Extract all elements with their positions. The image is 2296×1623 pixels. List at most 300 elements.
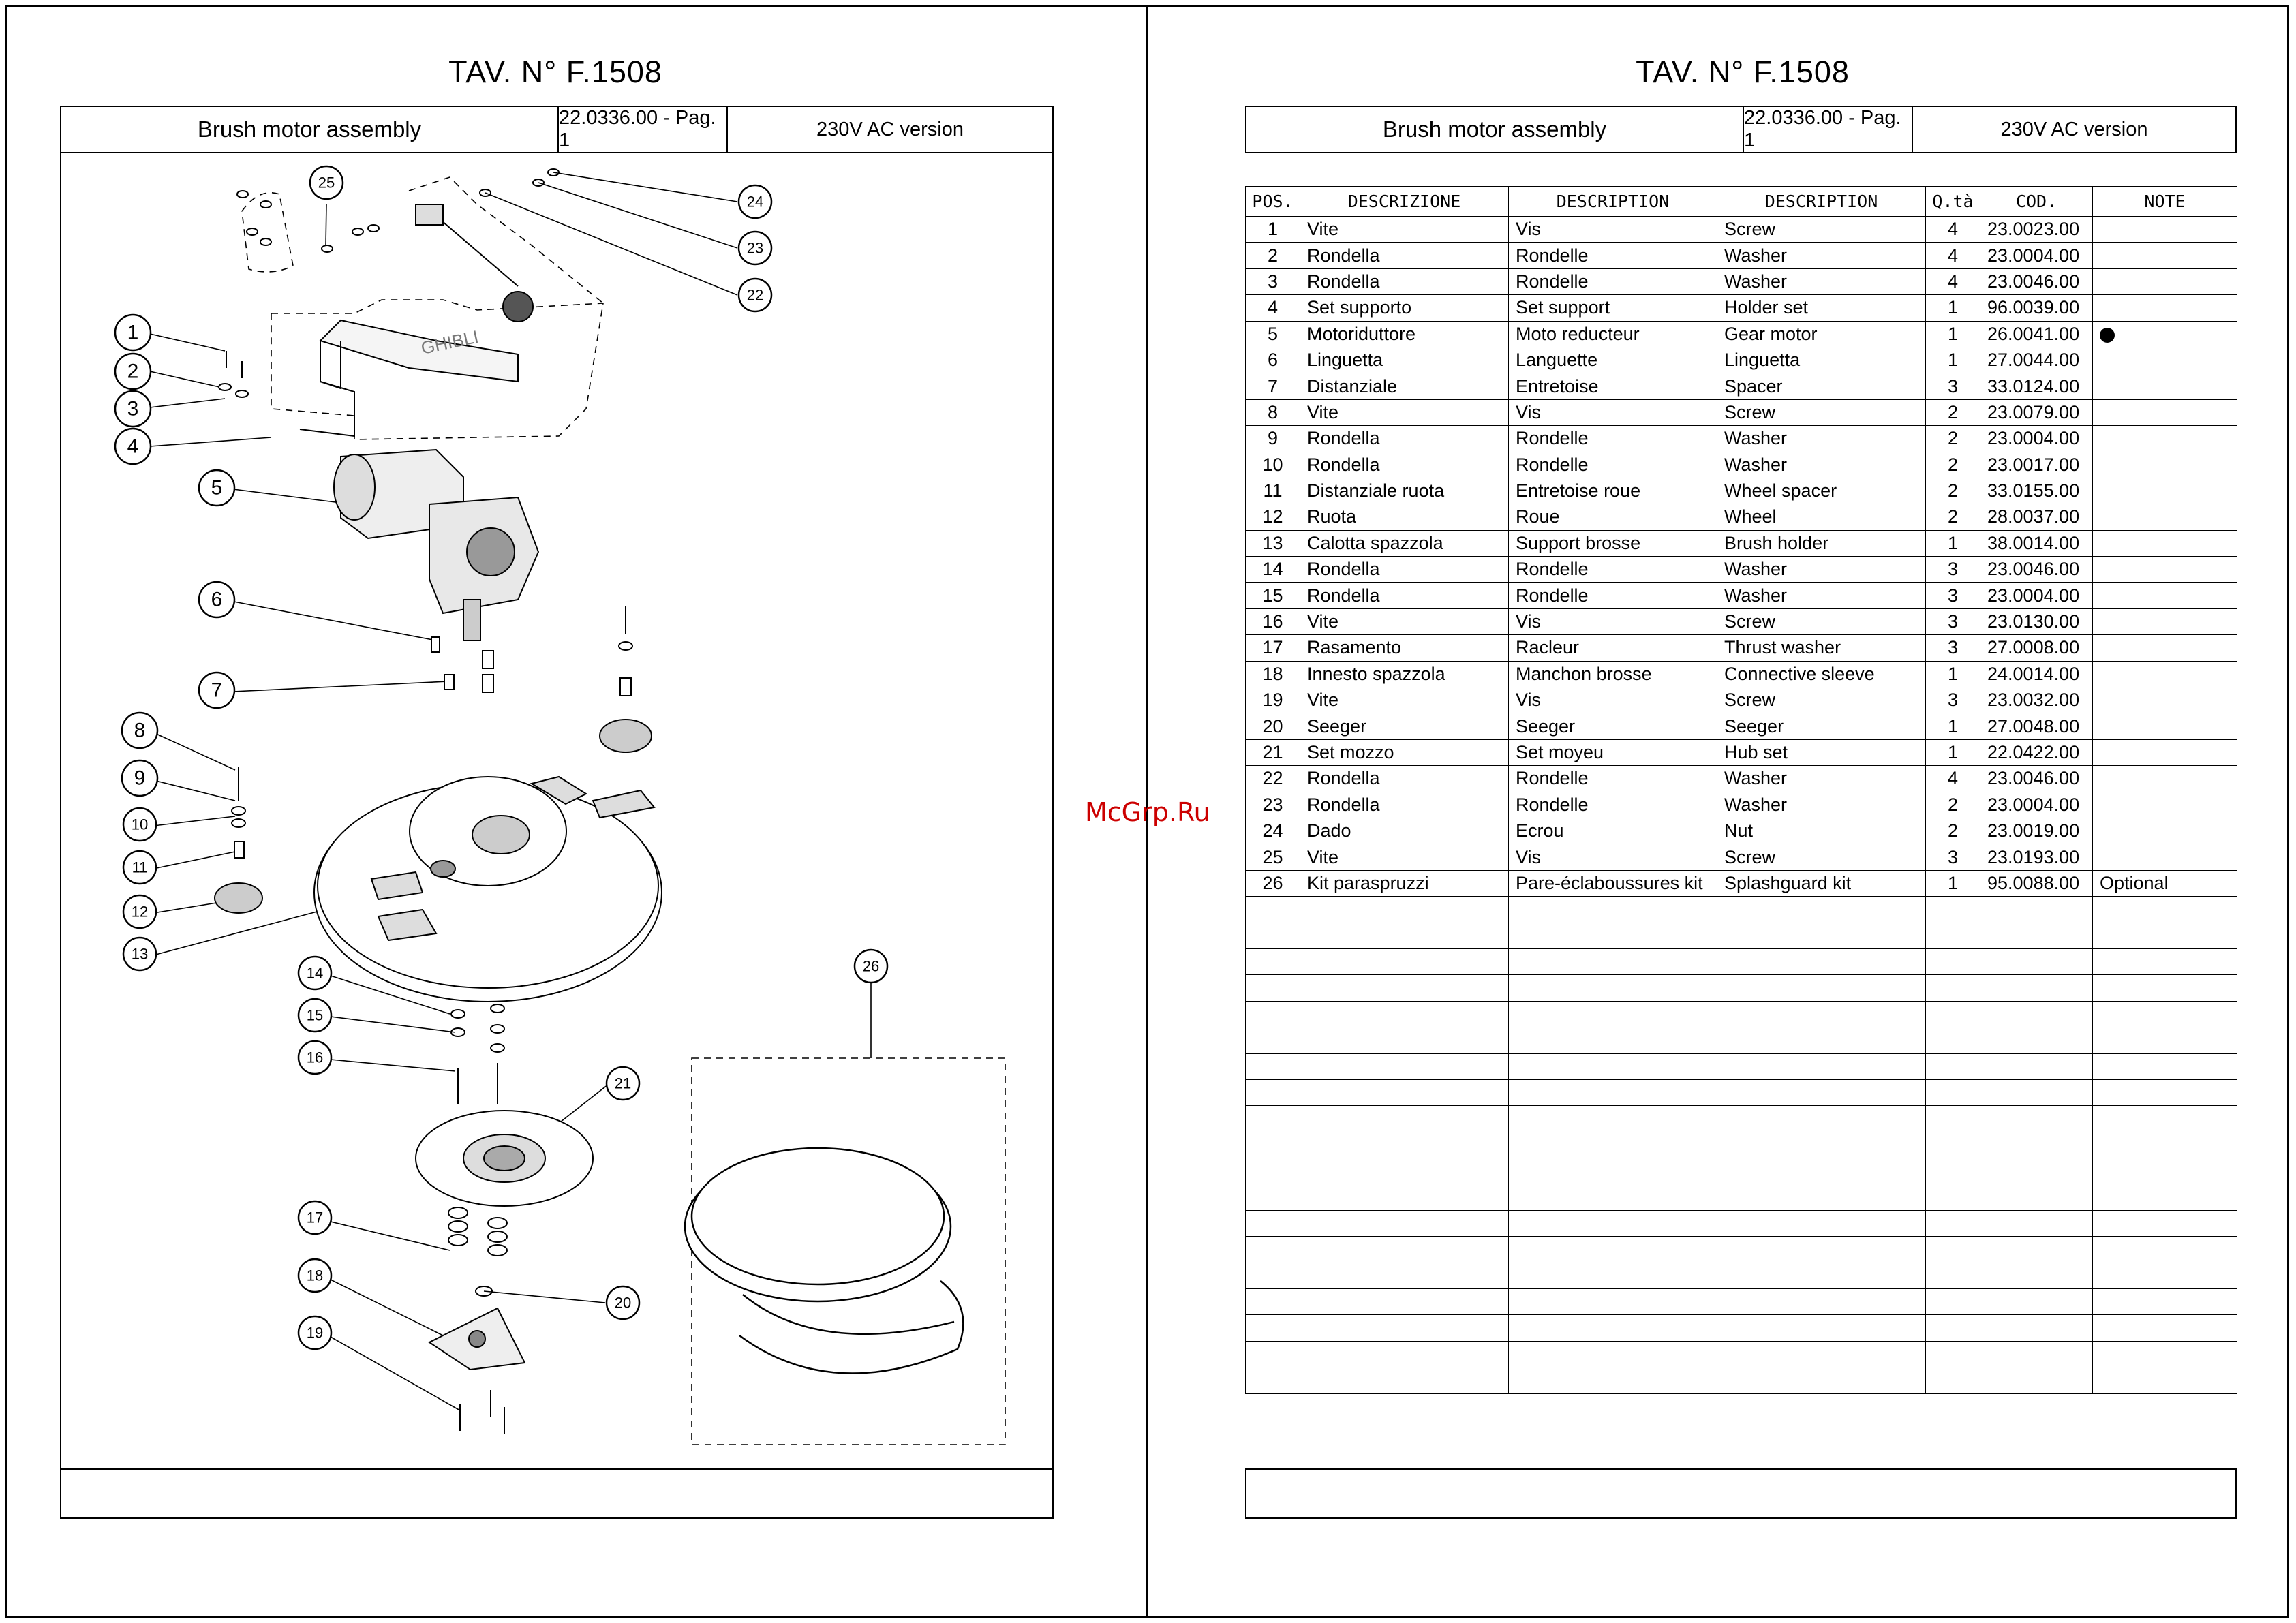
cell-empty xyxy=(1980,897,2093,923)
table-row-empty xyxy=(1246,1289,2237,1315)
table-row xyxy=(1246,295,2237,321)
col-pos: POS. xyxy=(1246,187,1300,217)
cell-description-en: Washer xyxy=(1717,557,1926,583)
callout-19 xyxy=(299,1316,331,1349)
exploded-view-drawing xyxy=(0,0,1145,1567)
cell-empty xyxy=(1300,897,1509,923)
cell-description-en: Washer xyxy=(1717,766,1926,792)
cell-description-fr: Ecrou xyxy=(1509,818,1717,844)
cell-empty xyxy=(1509,1341,1717,1367)
cell-qty: 3 xyxy=(1926,687,1980,713)
cell-empty xyxy=(1509,1315,1717,1341)
cell-empty xyxy=(1246,1001,1300,1027)
cell-description-fr: Rondelle xyxy=(1509,583,1717,608)
cell-empty xyxy=(1300,1315,1509,1341)
cell-note xyxy=(2093,818,2237,844)
cell-empty xyxy=(2093,1158,2237,1184)
cell-descrizione: Rondella xyxy=(1300,766,1509,792)
cell-description-fr: Moto reducteur xyxy=(1509,321,1717,347)
cell-empty xyxy=(1509,1132,1717,1158)
table-row xyxy=(1246,530,2237,556)
callout-22 xyxy=(739,279,771,311)
cell-description-fr: Entretoise roue xyxy=(1509,478,1717,504)
table-row xyxy=(1246,399,2237,425)
cell-empty xyxy=(1980,1315,2093,1341)
cell-empty xyxy=(2093,1210,2237,1236)
cell-description-en: Screw xyxy=(1717,844,1926,870)
cell-empty xyxy=(1926,1210,1980,1236)
cell-descrizione: Kit paraspruzzi xyxy=(1300,870,1509,896)
cell-description-fr: Support brosse xyxy=(1509,530,1717,556)
callout-25 xyxy=(310,166,343,199)
cell-descrizione: Rondella xyxy=(1300,557,1509,583)
cell-qty: 4 xyxy=(1926,217,1980,243)
cell-empty xyxy=(2093,1341,2237,1367)
cell-empty xyxy=(2093,975,2237,1001)
cell-empty xyxy=(1926,1079,1980,1105)
cell-pos: 16 xyxy=(1246,608,1300,634)
cell-qty: 3 xyxy=(1926,635,1980,661)
cell-note xyxy=(2093,243,2237,268)
cell-qty: 1 xyxy=(1926,295,1980,321)
connective-sleeve xyxy=(429,1308,525,1434)
cell-note xyxy=(2093,295,2237,321)
cell-empty xyxy=(1980,923,2093,948)
cell-empty xyxy=(1717,897,1926,923)
cell-descrizione: Vite xyxy=(1300,844,1509,870)
cell-qty: 4 xyxy=(1926,243,1980,268)
callout-11 xyxy=(123,851,156,884)
table-row xyxy=(1246,373,2237,399)
table-row xyxy=(1246,713,2237,739)
cell-description-en: Wheel xyxy=(1717,504,1926,530)
callout-5 xyxy=(199,470,234,506)
cell-empty xyxy=(1926,975,1980,1001)
cell-qty: 2 xyxy=(1926,452,1980,478)
col-descrizione: DESCRIZIONE xyxy=(1300,187,1509,217)
cell-description-fr: Rondelle xyxy=(1509,426,1717,452)
cell-description-en: Wheel spacer xyxy=(1717,478,1926,504)
table-row xyxy=(1246,818,2237,844)
cell-empty xyxy=(1717,1289,1926,1315)
callout-4 xyxy=(115,429,151,464)
cell-empty xyxy=(1717,1210,1926,1236)
cell-note xyxy=(2093,844,2237,870)
svg-text:6: 6 xyxy=(211,588,223,611)
table-row xyxy=(1246,635,2237,661)
cell-empty xyxy=(1980,1263,2093,1288)
cell-empty xyxy=(1246,1158,1300,1184)
svg-text:5: 5 xyxy=(211,476,223,499)
cell-qty: 1 xyxy=(1926,530,1980,556)
callout-21 xyxy=(607,1067,639,1100)
cell-qty: 3 xyxy=(1926,608,1980,634)
cell-pos: 24 xyxy=(1246,818,1300,844)
table-row xyxy=(1246,739,2237,765)
cell-empty xyxy=(2093,1289,2237,1315)
parts-table xyxy=(1245,186,2237,1394)
callout-12 xyxy=(123,895,156,928)
cell-cod: 38.0014.00 xyxy=(1980,530,2093,556)
callout-20 xyxy=(607,1286,639,1319)
cell-description-en: Splashguard kit xyxy=(1717,870,1926,896)
cell-empty xyxy=(1300,948,1509,974)
wheel-left xyxy=(215,767,262,913)
table-row xyxy=(1246,870,2237,896)
table-row-empty xyxy=(1246,897,2237,923)
cell-cod: 22.0422.00 xyxy=(1980,739,2093,765)
callout-6 xyxy=(199,582,234,617)
cell-description-fr: Languette xyxy=(1509,347,1717,373)
table-row xyxy=(1246,583,2237,608)
svg-text:18: 18 xyxy=(306,1267,324,1284)
hub-fasteners xyxy=(451,1004,504,1104)
cell-pos: 2 xyxy=(1246,243,1300,268)
svg-text:2: 2 xyxy=(127,360,139,383)
cell-empty xyxy=(1717,1001,1926,1027)
table-row xyxy=(1246,478,2237,504)
cell-empty xyxy=(1509,948,1717,974)
table-row xyxy=(1246,661,2237,687)
cell-empty xyxy=(2093,1053,2237,1079)
cell-note xyxy=(2093,504,2237,530)
cell-empty xyxy=(1717,1027,1926,1053)
cell-cod: 23.0004.00 xyxy=(1980,426,2093,452)
cell-note xyxy=(2093,373,2237,399)
cell-descrizione: Calotta spazzola xyxy=(1300,530,1509,556)
col-qty: Q.tà xyxy=(1926,187,1980,217)
table-row xyxy=(1246,321,2237,347)
table-row-empty xyxy=(1246,1237,2237,1263)
table-row-empty xyxy=(1246,1263,2237,1288)
cell-empty xyxy=(2093,1001,2237,1027)
cell-descrizione: Vite xyxy=(1300,217,1509,243)
cell-note xyxy=(2093,766,2237,792)
cell-note xyxy=(2093,426,2237,452)
cell-pos: 19 xyxy=(1246,687,1300,713)
cell-empty xyxy=(1926,1315,1980,1341)
cell-empty xyxy=(1717,1237,1926,1263)
cell-empty xyxy=(1246,1315,1300,1341)
cell-empty xyxy=(1246,1079,1300,1105)
cell-empty xyxy=(1926,1001,1980,1027)
cell-empty xyxy=(1980,1184,2093,1210)
col-description-fr: DESCRIPTION xyxy=(1509,187,1717,217)
cell-cod: 23.0019.00 xyxy=(1980,818,2093,844)
cell-empty xyxy=(1717,1053,1926,1079)
cell-empty xyxy=(1717,1315,1926,1341)
cell-descrizione: Rondella xyxy=(1300,792,1509,818)
cell-note xyxy=(2093,687,2237,713)
cell-empty xyxy=(1509,1079,1717,1105)
cell-empty xyxy=(1246,1289,1300,1315)
cell-description-en: Screw xyxy=(1717,687,1926,713)
table-row xyxy=(1246,687,2237,713)
cell-empty xyxy=(1717,1079,1926,1105)
right-header-box xyxy=(1245,106,2237,153)
table-row-empty xyxy=(1246,1001,2237,1027)
cell-empty xyxy=(1509,1210,1717,1236)
cell-description-en: Holder set xyxy=(1717,295,1926,321)
cell-pos: 17 xyxy=(1246,635,1300,661)
svg-text:7: 7 xyxy=(211,679,223,702)
watermark: McGrp.Ru xyxy=(1085,797,1210,827)
table-row xyxy=(1246,557,2237,583)
cell-empty xyxy=(1717,923,1926,948)
cell-empty xyxy=(1300,1341,1509,1367)
col-cod: COD. xyxy=(1980,187,2093,217)
cell-empty xyxy=(1246,975,1300,1001)
cell-pos: 12 xyxy=(1246,504,1300,530)
cell-description-en: Washer xyxy=(1717,452,1926,478)
cell-pos: 22 xyxy=(1246,766,1300,792)
cell-empty xyxy=(1246,1341,1300,1367)
cell-empty xyxy=(1926,897,1980,923)
cell-empty xyxy=(1246,1184,1300,1210)
cell-descrizione: Rondella xyxy=(1300,452,1509,478)
cell-empty xyxy=(1980,1053,2093,1079)
cell-empty xyxy=(1926,1027,1980,1053)
table-row xyxy=(1246,766,2237,792)
cell-empty xyxy=(1717,1132,1926,1158)
cell-empty xyxy=(1980,1106,2093,1132)
cell-note xyxy=(2093,739,2237,765)
cell-empty xyxy=(1509,1367,1717,1393)
cell-note xyxy=(2093,530,2237,556)
cell-empty xyxy=(1509,1027,1717,1053)
cell-empty xyxy=(1509,1053,1717,1079)
cell-description-en: Connective sleeve xyxy=(1717,661,1926,687)
cell-description-en: Washer xyxy=(1717,792,1926,818)
cell-note xyxy=(2093,635,2237,661)
gear-motor xyxy=(334,450,538,640)
svg-text:21: 21 xyxy=(614,1075,632,1092)
cell-empty xyxy=(1980,975,2093,1001)
cell-description-en: Washer xyxy=(1717,426,1926,452)
cell-qty: 1 xyxy=(1926,661,1980,687)
svg-text:4: 4 xyxy=(127,435,139,458)
cell-pos: 5 xyxy=(1246,321,1300,347)
cell-descrizione: Set supporto xyxy=(1300,295,1509,321)
cell-note xyxy=(2093,478,2237,504)
svg-text:15: 15 xyxy=(306,1006,324,1024)
cell-qty: 1 xyxy=(1926,713,1980,739)
table-row-empty xyxy=(1246,1132,2237,1158)
table-row-empty xyxy=(1246,1184,2237,1210)
cell-empty xyxy=(1246,897,1300,923)
cell-description-fr: Manchon brosse xyxy=(1509,661,1717,687)
cell-empty xyxy=(1717,1158,1926,1184)
cell-description-fr: Vis xyxy=(1509,608,1717,634)
callout-10 xyxy=(123,808,156,841)
callout-26 xyxy=(855,950,887,983)
cell-empty xyxy=(1300,1367,1509,1393)
cell-cod: 24.0014.00 xyxy=(1980,661,2093,687)
cell-cod: 23.0032.00 xyxy=(1980,687,2093,713)
cell-empty xyxy=(1509,1289,1717,1315)
cell-cod: 23.0130.00 xyxy=(1980,608,2093,634)
svg-text:14: 14 xyxy=(306,964,324,982)
cell-empty xyxy=(1926,1158,1980,1184)
cell-description-fr: Racleur xyxy=(1509,635,1717,661)
cell-description-en: Screw xyxy=(1717,217,1926,243)
cell-empty xyxy=(1926,923,1980,948)
cell-empty xyxy=(1300,1237,1509,1263)
cell-empty xyxy=(2093,1106,2237,1132)
cell-empty xyxy=(1926,1053,1980,1079)
col-description-en: DESCRIPTION xyxy=(1717,187,1926,217)
cell-empty xyxy=(1980,1158,2093,1184)
cell-cod: 23.0004.00 xyxy=(1980,243,2093,268)
callout-1 xyxy=(115,315,151,350)
cell-qty: 3 xyxy=(1926,844,1980,870)
cell-empty xyxy=(1246,948,1300,974)
callout-13 xyxy=(123,938,156,970)
cell-empty xyxy=(1980,1001,2093,1027)
cell-cod: 23.0193.00 xyxy=(1980,844,2093,870)
table-row xyxy=(1246,347,2237,373)
cell-description-fr: Pare-éclaboussures kit xyxy=(1509,870,1717,896)
cell-note xyxy=(2093,268,2237,294)
cell-empty xyxy=(2093,1315,2237,1341)
cell-cod: 27.0008.00 xyxy=(1980,635,2093,661)
cell-descrizione: Rasamento xyxy=(1300,635,1509,661)
cell-empty xyxy=(1509,1184,1717,1210)
cell-empty xyxy=(2093,1132,2237,1158)
bullet-dot-icon xyxy=(2100,328,2115,343)
cell-description-fr: Set moyeu xyxy=(1509,739,1717,765)
cell-pos: 20 xyxy=(1246,713,1300,739)
cell-description-fr: Rondelle xyxy=(1509,557,1717,583)
cell-note xyxy=(2093,347,2237,373)
table-row xyxy=(1246,608,2237,634)
cell-pos: 1 xyxy=(1246,217,1300,243)
cell-empty xyxy=(1717,1263,1926,1288)
table-row-empty xyxy=(1246,1053,2237,1079)
cell-empty xyxy=(2093,897,2237,923)
right-header-version: 230V AC version xyxy=(2000,118,2148,140)
cell-qty: 4 xyxy=(1926,268,1980,294)
cell-empty xyxy=(1980,1210,2093,1236)
cell-empty xyxy=(1246,923,1300,948)
callout-9 xyxy=(122,760,157,796)
cell-cod: 23.0046.00 xyxy=(1980,766,2093,792)
cell-description-fr: Vis xyxy=(1509,217,1717,243)
cell-pos: 10 xyxy=(1246,452,1300,478)
cell-pos: 9 xyxy=(1246,426,1300,452)
svg-text:25: 25 xyxy=(318,174,335,191)
cell-empty xyxy=(1509,897,1717,923)
cell-note: Optional xyxy=(2093,870,2237,896)
cell-empty xyxy=(1926,1341,1980,1367)
cell-pos: 15 xyxy=(1246,583,1300,608)
right-footer-box xyxy=(1245,1468,2237,1519)
cell-empty xyxy=(1300,1001,1509,1027)
table-row-empty xyxy=(1246,1106,2237,1132)
cell-empty xyxy=(2093,948,2237,974)
cell-empty xyxy=(1509,1263,1717,1288)
svg-text:23: 23 xyxy=(746,239,764,257)
cell-description-en: Screw xyxy=(1717,399,1926,425)
cell-descrizione: Distanziale xyxy=(1300,373,1509,399)
cell-descrizione: Rondella xyxy=(1300,243,1509,268)
brush-holder xyxy=(314,777,662,1002)
svg-text:13: 13 xyxy=(131,945,149,963)
cell-empty xyxy=(1717,948,1926,974)
splashguard-kit xyxy=(685,1148,963,1374)
cell-empty xyxy=(1246,1210,1300,1236)
cell-empty xyxy=(1246,1263,1300,1288)
cell-empty xyxy=(2093,923,2237,948)
cell-pos: 14 xyxy=(1246,557,1300,583)
cell-description-en: Seeger xyxy=(1717,713,1926,739)
cell-qty: 2 xyxy=(1926,818,1980,844)
svg-text:11: 11 xyxy=(132,859,148,876)
cell-empty xyxy=(1246,1132,1300,1158)
table-row-empty xyxy=(1246,948,2237,974)
cell-note xyxy=(2093,661,2237,687)
cell-cod: 28.0037.00 xyxy=(1980,504,2093,530)
cell-descrizione: Rondella xyxy=(1300,583,1509,608)
cell-qty: 1 xyxy=(1926,347,1980,373)
cell-empty xyxy=(1300,1106,1509,1132)
cell-empty xyxy=(1246,1053,1300,1079)
holder-bracket xyxy=(300,204,533,436)
cell-descrizione: Rondella xyxy=(1300,268,1509,294)
parts-table-header xyxy=(1246,187,2237,217)
cell-cod: 23.0004.00 xyxy=(1980,792,2093,818)
svg-text:9: 9 xyxy=(134,767,146,790)
callout-16 xyxy=(299,1041,331,1074)
callout-2 xyxy=(115,354,151,389)
cell-empty xyxy=(2093,1263,2237,1288)
cell-description-fr: Entretoise xyxy=(1509,373,1717,399)
cell-pos: 8 xyxy=(1246,399,1300,425)
cell-descrizione: Seeger xyxy=(1300,713,1509,739)
cell-empty xyxy=(2093,1079,2237,1105)
cell-empty xyxy=(1926,1184,1980,1210)
callout-24 xyxy=(739,185,771,218)
svg-text:26: 26 xyxy=(862,957,880,975)
cell-empty xyxy=(1980,1027,2093,1053)
cell-qty: 1 xyxy=(1926,870,1980,896)
cell-qty: 3 xyxy=(1926,373,1980,399)
cell-empty xyxy=(1717,975,1926,1001)
cell-empty xyxy=(1980,1367,2093,1393)
cell-description-en: Washer xyxy=(1717,268,1926,294)
cell-empty xyxy=(1980,948,2093,974)
svg-text:3: 3 xyxy=(127,397,139,420)
cell-descrizione: Vite xyxy=(1300,608,1509,634)
cell-empty xyxy=(1300,1210,1509,1236)
table-row-empty xyxy=(1246,1315,2237,1341)
cell-description-en: Spacer xyxy=(1717,373,1926,399)
callout-3 xyxy=(115,391,151,427)
table-row-empty xyxy=(1246,1367,2237,1393)
cell-empty xyxy=(1717,1367,1926,1393)
callout-14 xyxy=(299,957,331,989)
cell-empty xyxy=(1509,1001,1717,1027)
cell-empty xyxy=(2093,1184,2237,1210)
cell-description-en: Washer xyxy=(1717,243,1926,268)
cell-description-en: Linguetta xyxy=(1717,347,1926,373)
cell-pos: 25 xyxy=(1246,844,1300,870)
table-row xyxy=(1246,217,2237,243)
cell-empty xyxy=(1717,1341,1926,1367)
callout-17 xyxy=(299,1201,331,1234)
col-note: NOTE xyxy=(2093,187,2237,217)
table-row xyxy=(1246,844,2237,870)
